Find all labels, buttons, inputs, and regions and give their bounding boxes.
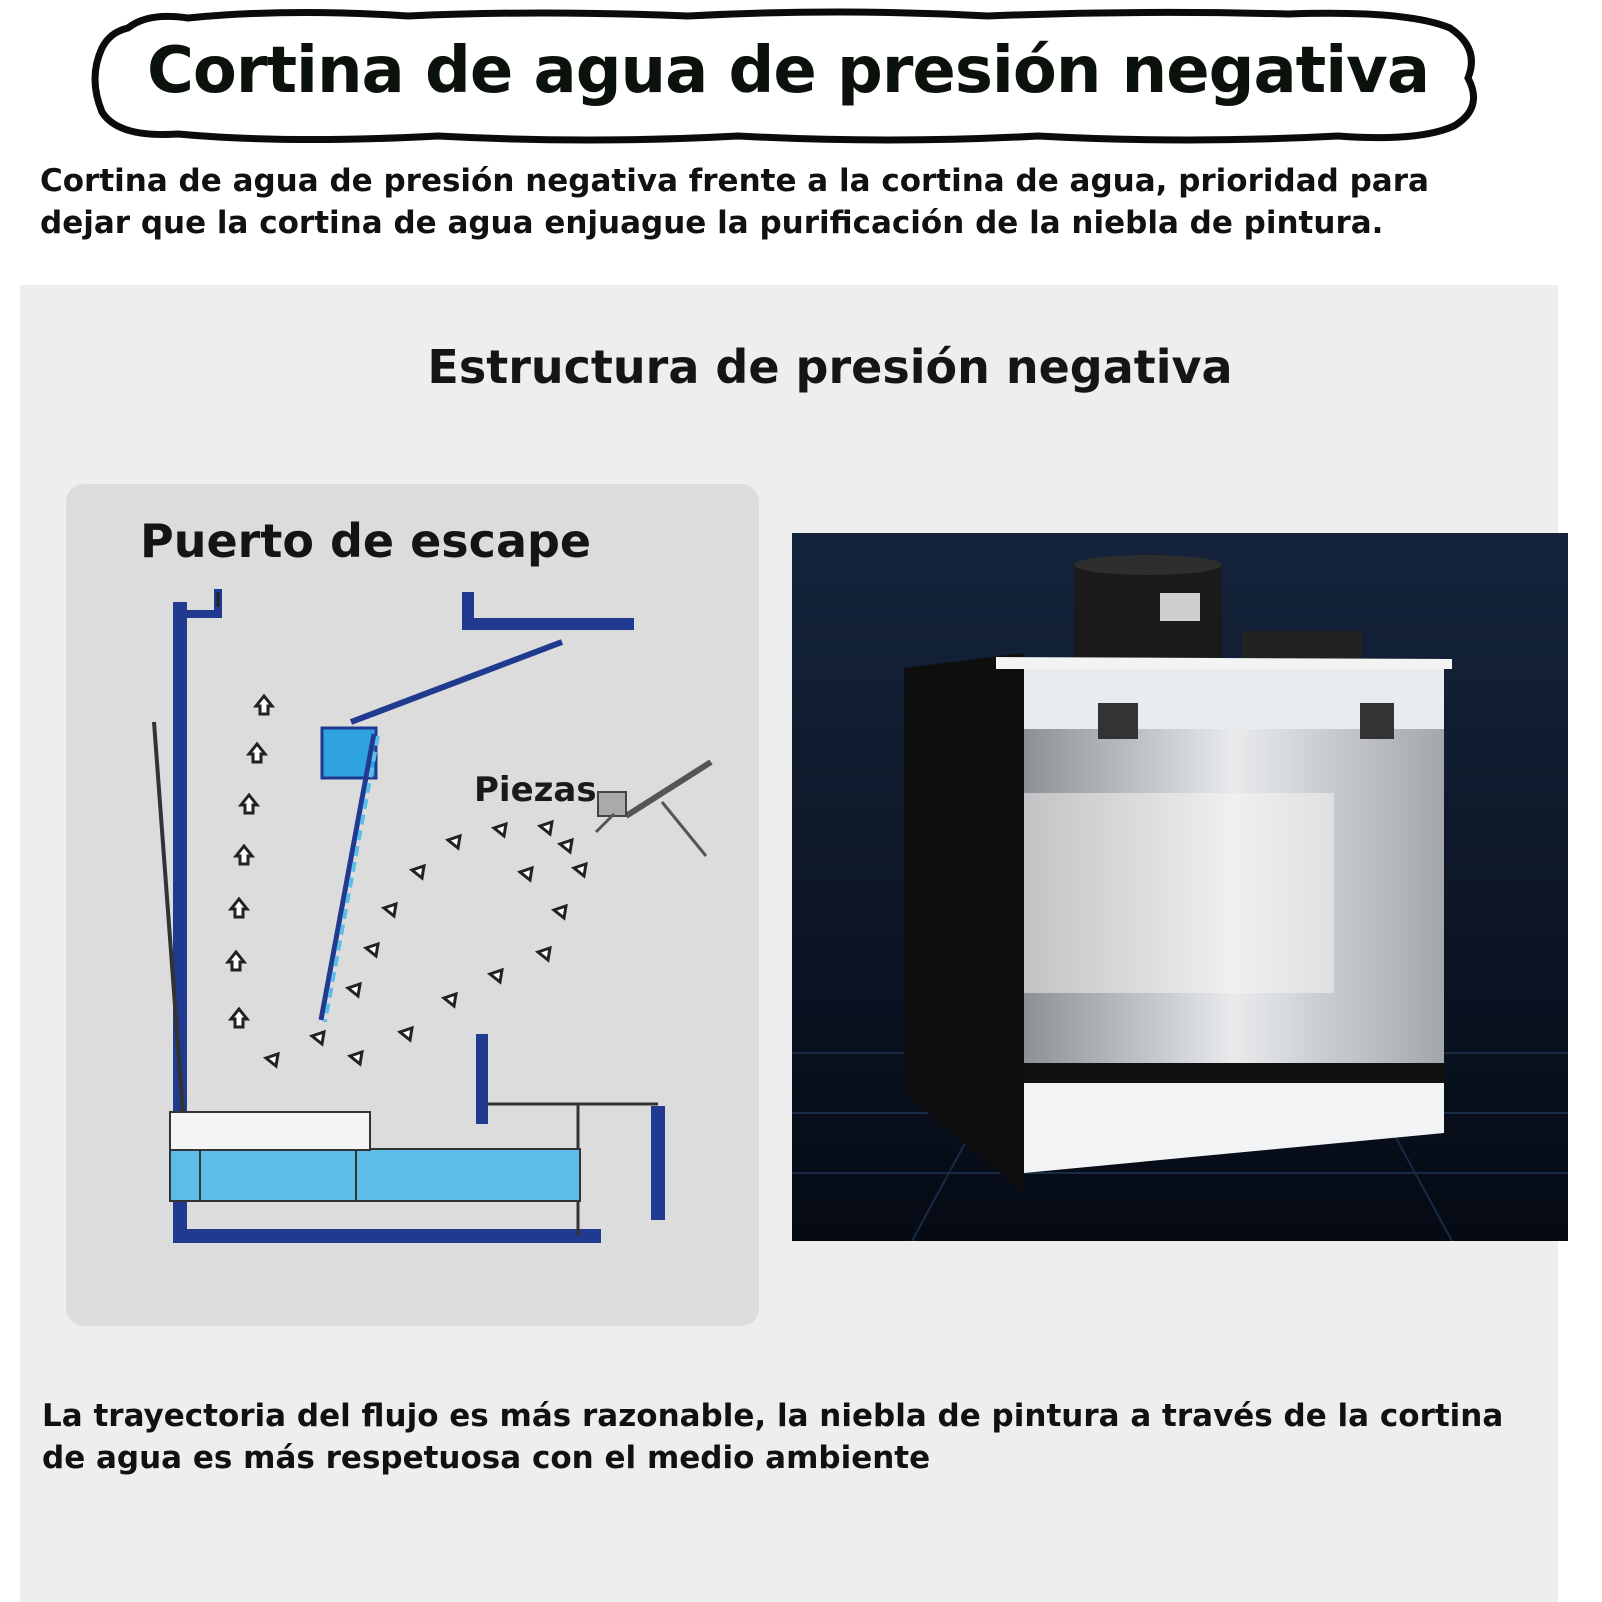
- right-top-wall: [468, 592, 634, 624]
- page-title: Cortina de agua de presión negativa: [146, 34, 1430, 108]
- basin-ledge: [170, 1112, 370, 1150]
- spray-gun-icon: [596, 762, 711, 856]
- footer-text: La trayectoria del flujo es más razonable, la niebla de pintura a través de la cortina de agua es más respetuosa con el medio ambiente: [42, 1398, 1504, 1476]
- baffle-line: [351, 642, 562, 722]
- outer-right-wall: [651, 1106, 665, 1220]
- right-partition: [476, 1034, 488, 1124]
- left-top-wall: [180, 589, 218, 614]
- panel-title: Estructura de presión negativa: [427, 340, 1233, 394]
- diagram-title: Puerto de escape: [140, 514, 592, 568]
- piezas-label: Piezas: [474, 770, 597, 810]
- product-photo: [792, 533, 1568, 1241]
- water-basin: [170, 1149, 580, 1201]
- title-badge: [88, 8, 1488, 140]
- intro-text: Cortina de agua de presión negativa frente a la cortina de agua, prioridad para dejar que la cortina de agua enjuague la purificación de la niebla de pintura.: [40, 163, 1429, 241]
- airflow-arrows: [228, 696, 586, 1066]
- booth-diagram: [66, 484, 759, 1326]
